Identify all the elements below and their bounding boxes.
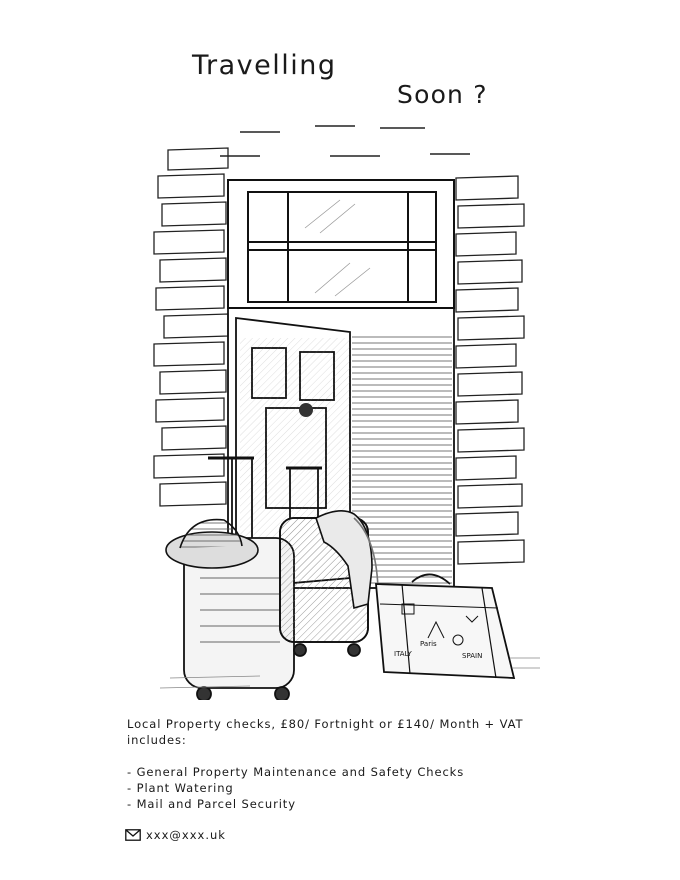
pricing-line: Local Property checks, £80/ Fortnight or £140/ Month + VAT (127, 717, 524, 731)
headline-soon: Soon ? (397, 80, 488, 109)
contact-email[interactable] (125, 828, 226, 842)
doorway-luggage-illustration (140, 118, 540, 700)
vintage-suitcase (376, 574, 514, 678)
door-knocker (299, 403, 313, 417)
sticker-spain: SPAIN (462, 652, 483, 660)
headline-travelling: Travelling (192, 50, 337, 81)
sticker-paris: Paris (420, 640, 437, 648)
email-address[interactable]: xxx@xxx.uk (146, 828, 226, 842)
pricing-includes: includes: (127, 733, 187, 747)
envelope-icon (125, 829, 141, 841)
service-item: - Plant Watering (127, 781, 234, 795)
service-item: - Mail and Parcel Security (127, 797, 296, 811)
offer-details (127, 716, 587, 812)
service-item: - General Property Maintenance and Safety Checks (127, 765, 465, 779)
brick-wall-right (456, 176, 524, 564)
transom-window (228, 180, 454, 308)
sticker-italy: ITALY (394, 650, 412, 658)
brick-wall-left (154, 148, 228, 506)
